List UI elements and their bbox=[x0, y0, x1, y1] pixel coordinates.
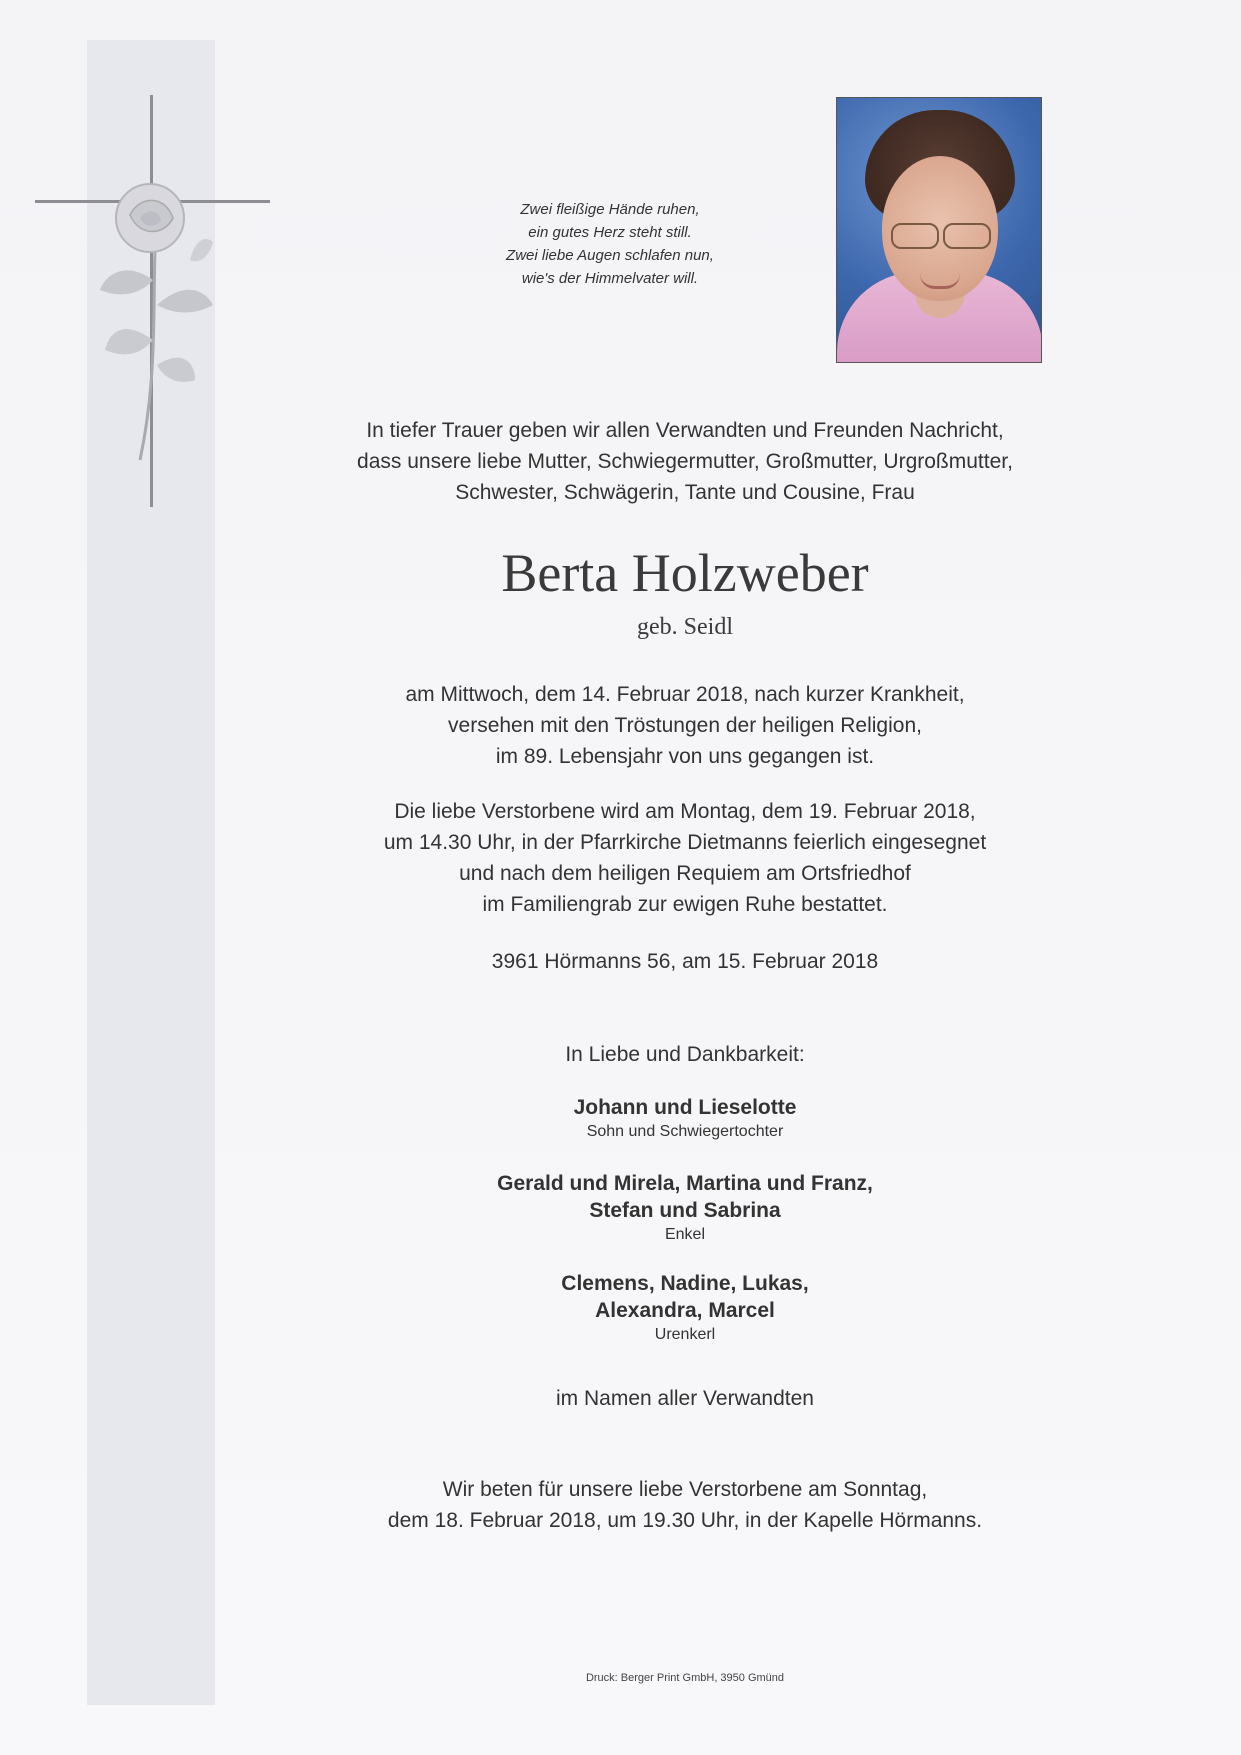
rose-icon bbox=[95, 180, 225, 480]
mourner-names: Clemens, Nadine, Lukas, bbox=[561, 1272, 809, 1295]
funeral-line: um 14.30 Uhr, in der Pfarrkirche Dietmanns feierlich eingesegnet bbox=[383, 831, 987, 854]
glasses-icon bbox=[887, 223, 993, 247]
relatives-line: im Namen aller Verwandten bbox=[556, 1387, 814, 1410]
funeral-line: und nach dem heiligen Requiem am Ortsfriedhof bbox=[459, 862, 911, 885]
mourner-relation: Enkel bbox=[664, 1226, 706, 1243]
mourner-names: Gerald und Mirela, Martina und Franz, bbox=[497, 1172, 873, 1195]
funeral-notice bbox=[300, 796, 1070, 920]
intro-line: In tiefer Trauer geben wir allen Verwandten und Freunden Nachricht, bbox=[366, 419, 1004, 442]
death-line: versehen mit den Tröstungen der heiligen Religion, bbox=[448, 714, 922, 737]
memorial-verse bbox=[420, 198, 800, 290]
death-line: im 89. Lebensjahr von uns gegangen ist. bbox=[495, 745, 875, 768]
death-notice bbox=[300, 679, 1070, 772]
birth-name: geb. Seidl bbox=[637, 614, 733, 640]
funeral-line: Die liebe Verstorbene wird am Montag, dem 19. Februar 2018, bbox=[394, 800, 976, 823]
printer-credit: Druck: Berger Print GmbH, 3950 Gmünd bbox=[585, 1672, 785, 1684]
intro-line: dass unsere liebe Mutter, Schwiegermutter, Großmutter, Urgroßmutter, bbox=[357, 450, 1013, 473]
intro-line: Schwester, Schwägerin, Tante und Cousine, Frau bbox=[455, 481, 915, 504]
deceased-name: Berta Holzweber bbox=[501, 543, 869, 603]
portrait-photo bbox=[836, 97, 1042, 363]
verse-line: ein gutes Herz steht still. bbox=[528, 224, 692, 241]
mourner-group bbox=[300, 1270, 1070, 1346]
prayer-notice bbox=[300, 1474, 1070, 1536]
gratitude-line: In Liebe und Dankbarkeit: bbox=[565, 1043, 805, 1066]
verse-line: wie's der Himmelvater will. bbox=[521, 270, 699, 287]
mourner-relation: Sohn und Schwiegertochter bbox=[586, 1123, 784, 1140]
mourner-names: Stefan und Sabrina bbox=[589, 1199, 781, 1222]
funeral-line: im Familiengrab zur ewigen Ruhe bestattet. bbox=[482, 893, 888, 916]
prayer-line: Wir beten für unsere liebe Verstorbene am Sonntag, bbox=[442, 1478, 928, 1501]
place-date: 3961 Hörmanns 56, am 15. Februar 2018 bbox=[491, 950, 879, 973]
mourner-group bbox=[300, 1170, 1070, 1246]
intro-text bbox=[300, 415, 1070, 508]
mourner-names: Johann und Lieselotte bbox=[573, 1096, 797, 1119]
mourner-relation: Urenkerl bbox=[654, 1326, 716, 1343]
prayer-line: dem 18. Februar 2018, um 19.30 Uhr, in der Kapelle Hörmanns. bbox=[387, 1509, 983, 1532]
death-line: am Mittwoch, dem 14. Februar 2018, nach kurzer Krankheit, bbox=[405, 683, 965, 706]
verse-line: Zwei fleißige Hände ruhen, bbox=[520, 201, 700, 218]
verse-line: Zwei liebe Augen schlafen nun, bbox=[506, 247, 714, 264]
mourner-group bbox=[300, 1094, 1070, 1143]
mourner-names: Alexandra, Marcel bbox=[595, 1299, 775, 1322]
